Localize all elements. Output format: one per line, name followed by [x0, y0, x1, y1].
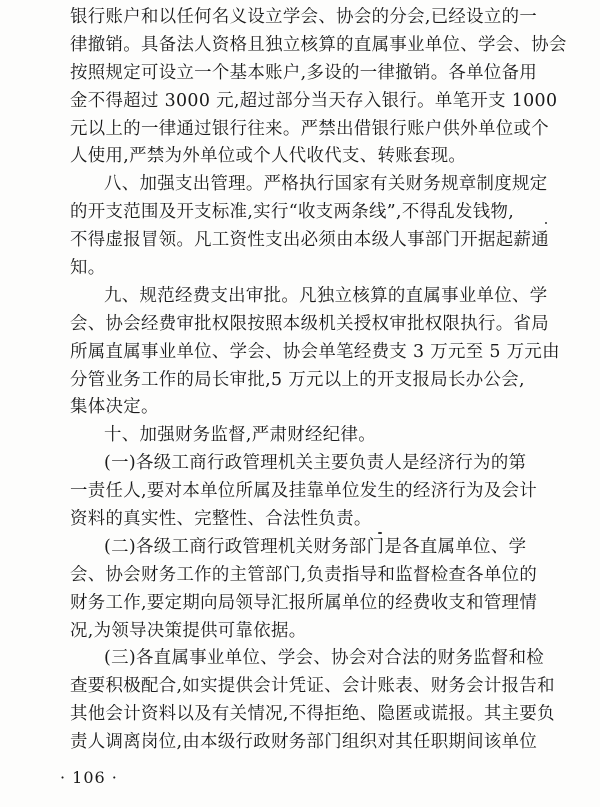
text-line: 会、协会经费审批权限按照本级机关授权审批权限执行。省局 [70, 313, 549, 334]
text-line: 人使用,严禁为外单位或个人代收代支、转账套现。 [70, 146, 467, 167]
section-heading-9: 九、规范经费支出审批。凡独立核算的直属事业单位、学 [104, 285, 548, 306]
text-line: 元以上的一律通过银行往来。严禁出借银行账户供外单位或个 [70, 118, 549, 139]
text-line: 银行账户和以任何名义设立学会、协会的分会,已经设立的一 [70, 7, 538, 27]
text-line: 不得虚报冒领。凡工资性支出必须由本级人事部门开据起薪通 [70, 230, 549, 251]
text-line: 财务工作,要定期向局领导汇报所属单位的经费收支和管理情 [70, 592, 538, 613]
section-heading-8: 八、加强支出管理。严格执行国家有关财务规章制度规定 [104, 174, 548, 195]
body-text [70, 4, 567, 757]
text-line: 金不得超过 3000 元,超过部分当天存入银行。单笔开支 1000 [70, 90, 558, 111]
text-line: 集体决定。 [70, 397, 159, 418]
text-line: 分管业务工作的局长审批,5 万元以上的开支报局长办公会, [70, 369, 525, 390]
text-line: 责人调离岗位,由本级行政财务部门组织对其任职期间该单位 [70, 732, 538, 753]
section-heading-10: 十、加强财务监督,严肃财经纪律。 [104, 425, 376, 446]
text-line: 一责任人,要对本单位所属及挂靠单位发生的经济行为及会计 [70, 481, 538, 502]
text-line: 查要积极配合,如实提供会计凭证、会计账表、财务会计报告和 [70, 676, 555, 697]
sub-item-3: (三)各直属事业单位、学会、协会对合法的财务监督和检 [104, 648, 545, 669]
text-line: 的开支范围及开支标准,实行“收支两条线”,不得乱发钱物, [70, 202, 515, 223]
sub-item-1: (一)各级工商行政管理机关主要负责人是经济行为的第 [104, 453, 527, 474]
sub-item-2: (二)各级工商行政管理机关财务部门是各直属单位、学 [104, 536, 527, 557]
scan-speck [545, 222, 547, 224]
text-line: 知。 [70, 258, 106, 279]
page-number: · 106 · [60, 768, 118, 787]
text-line: 所属直属事业单位、学会、协会单笔经费支 3 万元至 5 万元由 [70, 341, 560, 362]
scan-speck [378, 532, 382, 534]
text-line: 其他会计资料以及有关情况,不得拒绝、隐匿或谎报。其主要负 [70, 704, 555, 725]
text-line: 会、协会财务工作的主管部门,负责指导和监督检查各单位的 [70, 564, 538, 585]
text-line: 按照规定可设立一个基本账户,多设的一律撤销。各单位备用 [70, 62, 538, 83]
text-line: 况,为领导决策提供可靠依据。 [70, 620, 307, 641]
text-line: 律撤销。具备法人资格且独立核算的直属事业单位、学会、协会 [70, 34, 567, 55]
text-line: 资料的真实性、完整性、合法性负责。 [70, 509, 372, 530]
